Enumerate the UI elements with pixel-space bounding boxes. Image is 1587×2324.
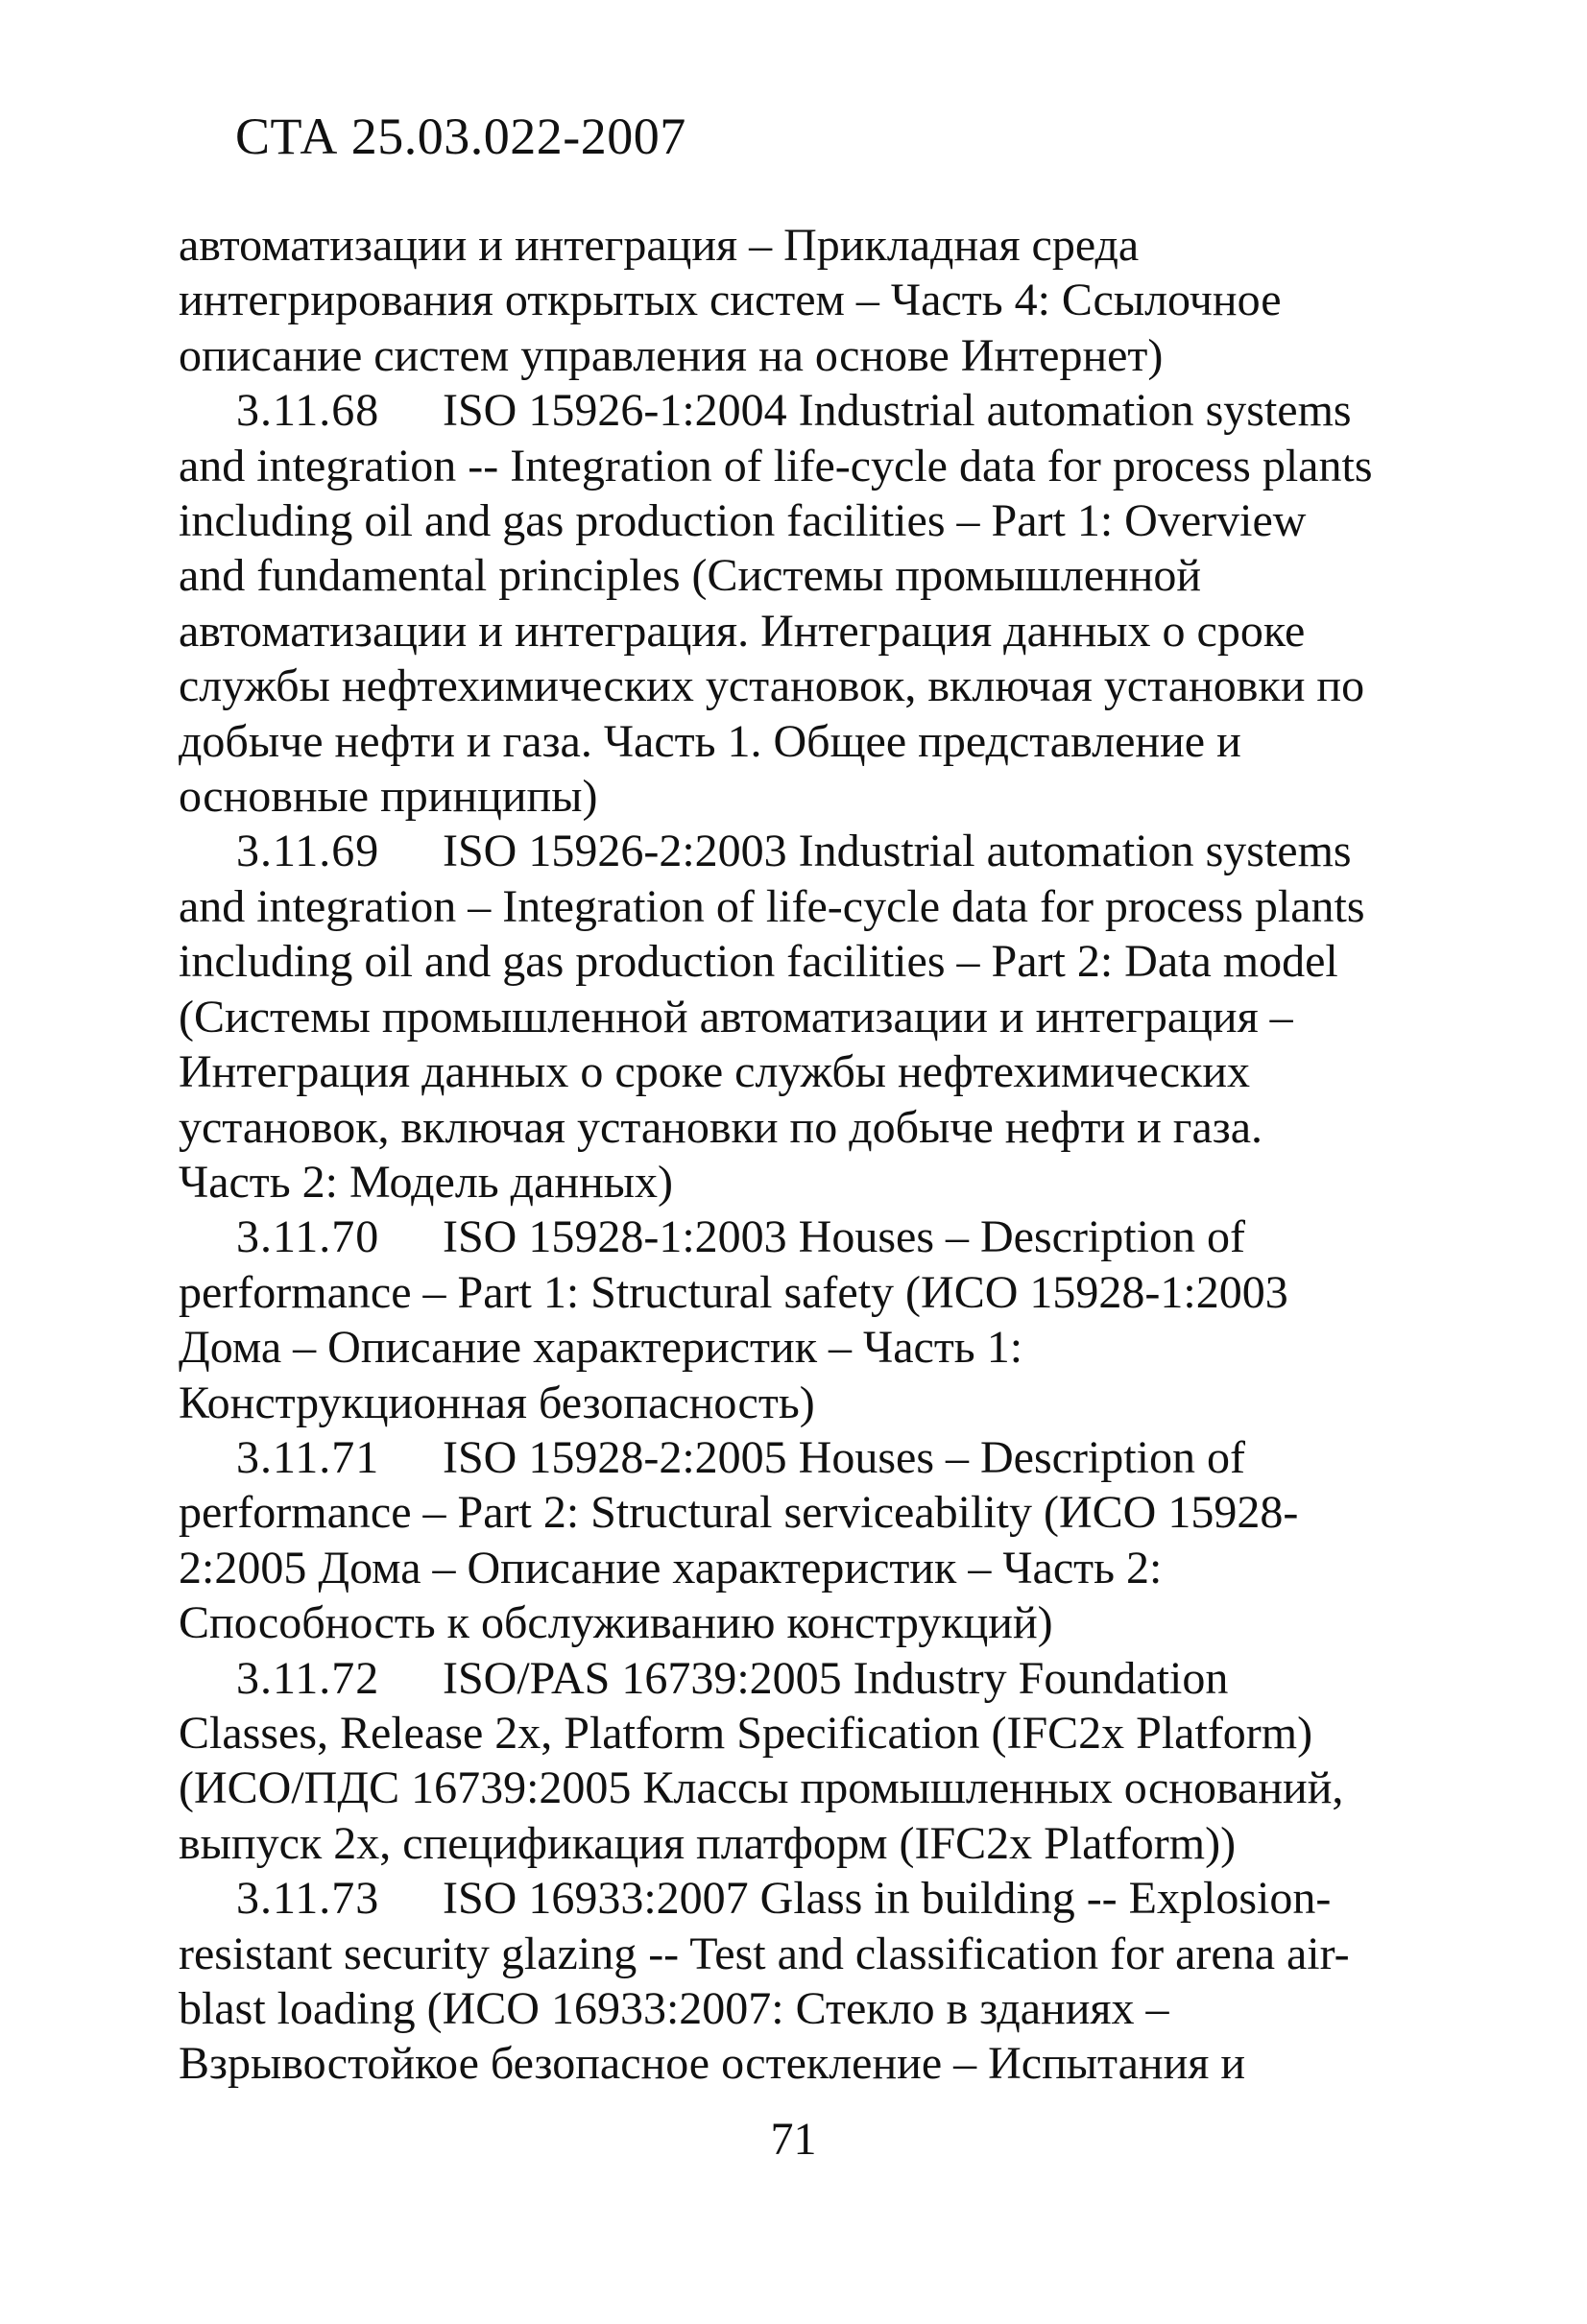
entry-first-line (179, 383, 1427, 438)
entry-line: службы нефтехимических установок, включая установки по (179, 660, 1365, 712)
entry-line: and integration – Integration of life-cycle data for process plants (179, 880, 1365, 932)
entry-line: установок, включая установки по добыче нефти и газа. (179, 1101, 1263, 1153)
document-header: СТА 25.03.022-2007 (235, 108, 686, 165)
entry-title: ISO 16933:2007 Glass in building -- Explosion- (443, 1873, 1332, 1925)
entry-title: ISO 15928-2:2005 Houses – Description of (443, 1431, 1245, 1483)
entry-line: основные принципы) (179, 771, 598, 823)
entry-line: Конструкционная безопасность) (179, 1377, 815, 1428)
entry-title: ISO 15928-1:2003 Houses – Description of (443, 1211, 1245, 1263)
entry-first-line (179, 1210, 1427, 1264)
entry-line: Взрывостойкое безопасное остекление – Испытания и (179, 2038, 1246, 2090)
entry-line: Classes, Release 2x, Platform Specification (IFC2x Platform) (179, 1707, 1313, 1759)
entry-line: including oil and gas production facilities – Part 1: Overview (179, 495, 1307, 547)
entry-line: and integration -- Integration of life-cycle data for process plants (179, 440, 1373, 491)
entry-number: 3.11.68 (236, 385, 380, 437)
page-number: 71 (770, 2114, 817, 2165)
entry-number: 3.11.73 (236, 1873, 380, 1925)
entry-first-line (179, 824, 1427, 878)
entry-line: Часть 2: Модель данных) (179, 1156, 674, 1208)
entry-line: Способность к обслуживанию конструкций) (179, 1597, 1053, 1649)
continuation-line: описание систем управления на основе Интернет) (179, 329, 1164, 381)
document-body (179, 218, 1427, 2092)
entry-number: 3.11.69 (236, 826, 380, 877)
entry-first-line (179, 1871, 1427, 1926)
entry-line: добыче нефти и газа. Часть 1. Общее представление и (179, 715, 1241, 767)
entry-line: Интеграция данных о сроке службы нефтехимических (179, 1046, 1251, 1098)
entry-line: выпуск 2х, спецификация платформ (IFC2x Platform)) (179, 1817, 1237, 1869)
entry-number: 3.11.72 (236, 1652, 380, 1704)
entry-line: (ИСО/ПДС 16739:2005 Классы промышленных оснований, (179, 1762, 1344, 1814)
entry-line: and fundamental principles (Системы промышленной (179, 550, 1202, 602)
continuation-line: интегрирования открытых систем – Часть 4: Ссылочное (179, 275, 1282, 326)
entry-first-line (179, 1430, 1427, 1485)
continuation-line: автоматизации и интеграция – Прикладная среда (179, 220, 1140, 271)
entry-title: ISO 15926-2:2003 Industrial automation systems (443, 826, 1352, 877)
entry-line: 2:2005 Дома – Описание характеристик – Часть 2: (179, 1542, 1163, 1593)
entry-line: performance – Part 2: Structural serviceability (ИСО 15928- (179, 1487, 1299, 1539)
entry-title: ISO/PAS 16739:2005 Industry Foundation (443, 1652, 1229, 1704)
entry-line: автоматизации и интеграция. Интеграция данных о сроке (179, 605, 1306, 657)
entry-line: (Системы промышленной автоматизации и интеграция – (179, 991, 1293, 1042)
entry-first-line (179, 1651, 1427, 1706)
entry-line: including oil and gas production facilities – Part 2: Data model (179, 936, 1338, 988)
entry-line: resistant security glazing -- Test and classification for arena air- (179, 1928, 1350, 1979)
entry-number: 3.11.70 (236, 1211, 380, 1263)
entry-title: ISO 15926-1:2004 Industrial automation systems (443, 385, 1352, 437)
entry-line: performance – Part 1: Structural safety (ИСО 15928-1:2003 (179, 1266, 1288, 1318)
entry-line: Дома – Описание характеристик – Часть 1: (179, 1322, 1023, 1374)
entry-number: 3.11.71 (236, 1431, 380, 1483)
entry-line: blast loading (ИСО 16933:2007: Стекло в зданиях – (179, 1983, 1169, 2034)
